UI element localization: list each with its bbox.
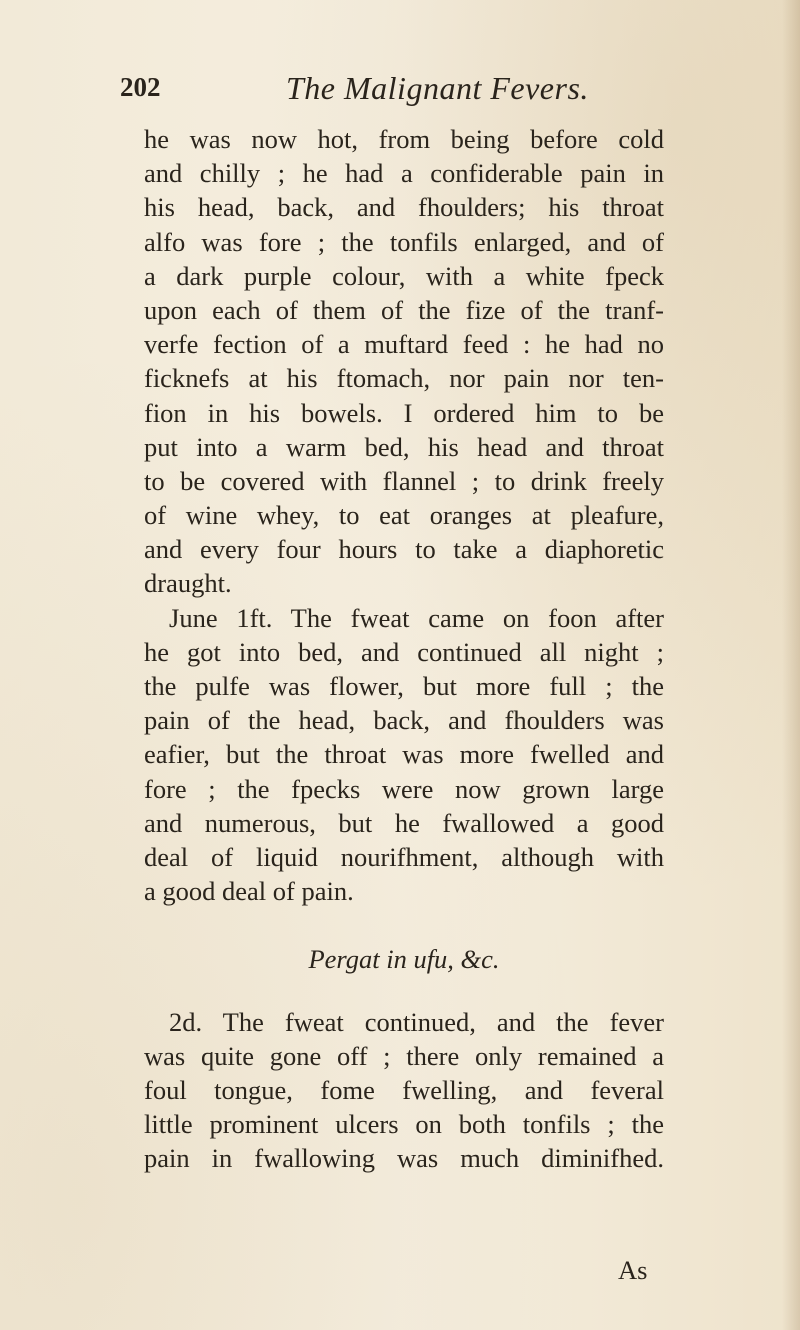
text-line: of wine whey, to eat oranges at pleafure, [144, 500, 664, 531]
text-line: 2d. The fweat continued, and the fever [169, 1006, 664, 1037]
text-line: eafier, but the throat was more fwelled and [144, 739, 664, 770]
text-line: alfo was fore ; the tonfils enlarged, and of [144, 226, 664, 257]
text-line: put into a warm bed, his head and throat [144, 431, 664, 462]
text-line: foul tongue, fome fwelling, and feveral [144, 1074, 664, 1105]
text-line: and every four hours to take a diaphoretic [144, 534, 664, 565]
text-line: fion in his bowels. I ordered him to be [144, 397, 664, 428]
text-line: was quite gone off ; there only remained a [144, 1040, 664, 1071]
page-number: 202 [120, 72, 161, 102]
text-line: deal of liquid nourifhment, although with [144, 841, 664, 872]
text-line: a good deal of pain. [144, 876, 354, 907]
text-line: pain of the head, back, and fhoulders was [144, 705, 664, 736]
text-line: upon each of them of the fize of the tranf- [144, 294, 664, 325]
text-line: a dark purple colour, with a white fpeck [144, 260, 664, 291]
text-line: the pulfe was flower, but more full ; the [144, 671, 664, 701]
page-edge-shadow [782, 0, 800, 1330]
page-header [0, 72, 800, 112]
text-line: pain in fwallowing was much diminifhed. [144, 1143, 664, 1174]
catchword: As [618, 1255, 648, 1285]
text-line: ficknefs at his ftomach, nor pain nor ten- [144, 363, 664, 394]
body-text [144, 122, 664, 1175]
text-line: fore ; the fpecks were now grown large [144, 773, 664, 804]
text-line: he got into bed, and continued all night ; [144, 636, 664, 667]
text-line: June 1ft. The fweat came on foon after [169, 602, 664, 633]
text-line: draught. [144, 568, 232, 599]
text-line: his head, back, and fhoulders; his throat [144, 192, 664, 223]
text-line: and numerous, but he fwallowed a good [144, 807, 664, 838]
text-line: verfe fection of a muftard feed : he had no [144, 329, 664, 360]
prescription-line: Pergat in ufu, &c. [308, 944, 500, 975]
text-line: and chilly ; he had a confiderable pain in [144, 158, 664, 189]
running-title: The Malignant Fevers. [286, 70, 589, 106]
text-line: he was now hot, from being before cold [144, 124, 664, 154]
text-line: little prominent ulcers on both tonfils ; the [144, 1109, 664, 1140]
text-line: to be covered with flannel ; to drink freely [144, 465, 664, 496]
